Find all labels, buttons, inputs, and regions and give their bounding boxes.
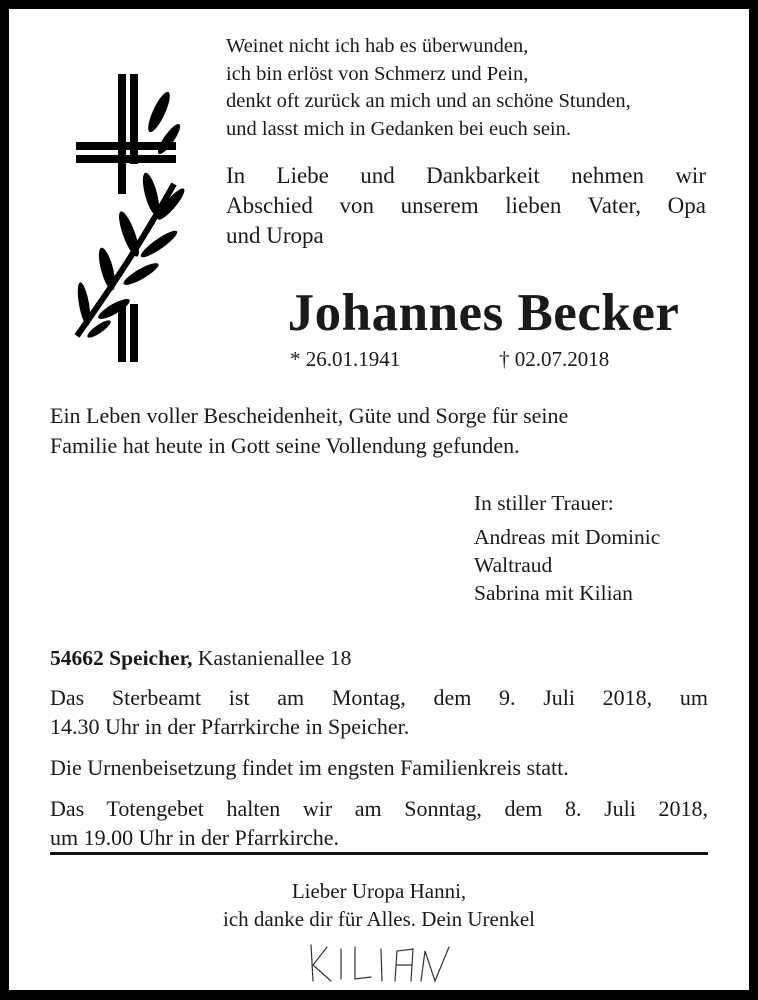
deceased-name: Johannes Becker [287, 284, 680, 342]
birth-date: * 26.01.1941 [290, 347, 401, 371]
divider [50, 852, 708, 855]
closing-line: Lieber Uropa Hanni, [291, 879, 467, 903]
intro-line: Abschied von unserem lieben Vater, Opa [226, 193, 706, 218]
mourners-heading: In stiller Trauer: [474, 491, 614, 515]
prayer-info [50, 794, 708, 852]
mourners-block [474, 489, 660, 607]
mourner-name: Sabrina mit Kilian [474, 581, 633, 605]
life-summary [50, 401, 710, 461]
mourner-name: Andreas mit Dominic [474, 525, 661, 549]
urn-burial-info [50, 753, 708, 782]
urn-burial-line: Die Urnenbeisetzung findet im engsten Familienkreis statt. [50, 755, 569, 780]
poem-line: ich bin erlöst von Schmerz und Pein, [226, 62, 529, 85]
funeral-mass-line: 14.30 Uhr in der Pfarrkirche in Speicher. [50, 714, 410, 739]
life-summary-line: Familie hat heute in Gott seine Vollendung gefunden. [50, 433, 520, 458]
mourner-name: Waltraud [474, 553, 553, 577]
poem-line: und lasst mich in Gedanken bei euch sein. [226, 117, 571, 140]
farewell-intro [226, 161, 706, 251]
poem-line: Weinet nicht ich hab es überwunden, [226, 35, 529, 57]
handwritten-signature [307, 937, 457, 987]
funeral-mass-info [50, 683, 708, 741]
closing-message [9, 877, 749, 933]
prayer-line: um 19.00 Uhr in der Pfarrkirche. [50, 825, 339, 850]
obituary-notice [9, 9, 749, 990]
address-street: Kastanienallee 18 [192, 646, 352, 670]
poem-line: denkt oft zurück an mich und an schöne Stunden, [226, 90, 631, 112]
death-date: † 02.07.2018 [499, 347, 610, 371]
prayer-line: Das Totengebet halten wir am Sonntag, dem 8. Juli 2018, [50, 796, 708, 821]
address [50, 643, 351, 673]
cross-with-palm-branch-icon [59, 64, 189, 364]
closing-line: ich danke dir für Alles. Dein Urenkel [223, 907, 535, 931]
address-city: 54662 Speicher, [50, 646, 193, 670]
intro-line: und Uropa [226, 223, 324, 248]
funeral-mass-line: Das Sterbeamt ist am Montag, dem 9. Juli 2018, um [50, 685, 708, 710]
life-summary-line: Ein Leben voller Bescheidenheit, Güte und Sorge für seine [50, 403, 569, 428]
intro-line: In Liebe und Dankbarkeit nehmen wir [226, 163, 706, 188]
poem [226, 33, 631, 143]
